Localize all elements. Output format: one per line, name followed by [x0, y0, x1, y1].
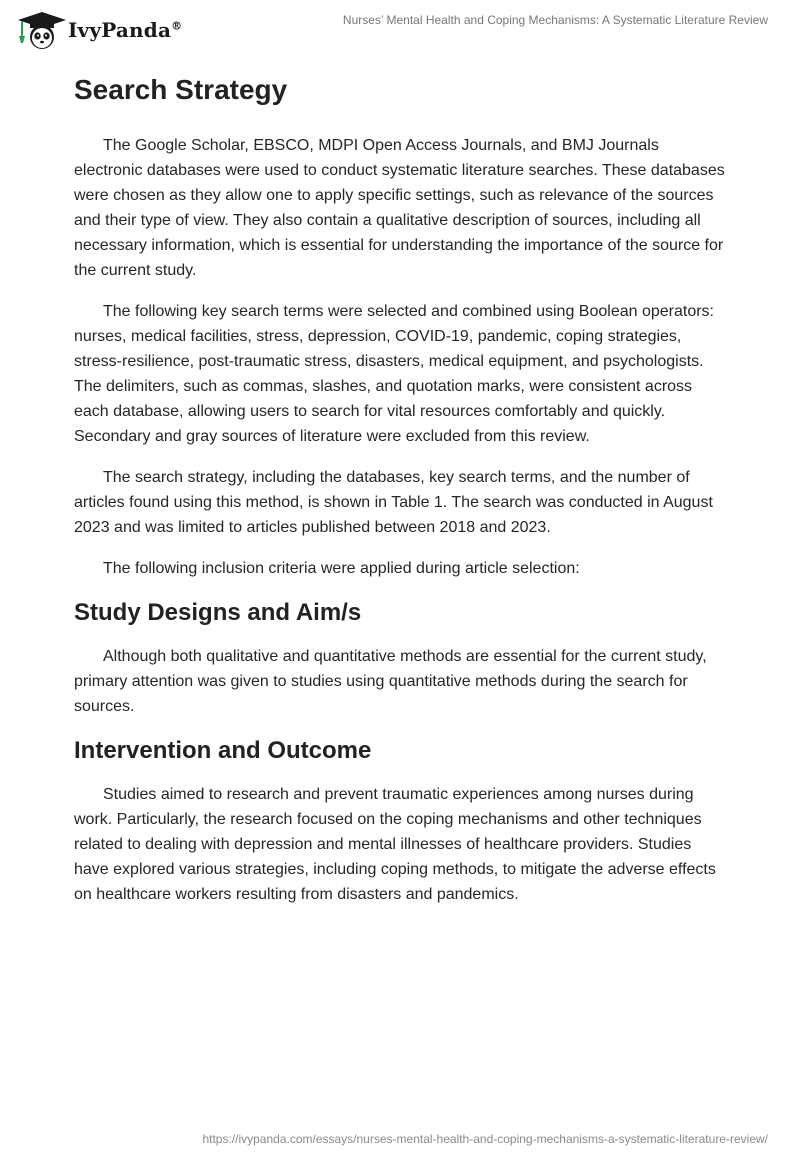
panda-graduation-cap-icon — [14, 10, 66, 50]
paragraph: Studies aimed to research and prevent traumatic experiences among nurses during work. Particularly, the research focused on the coping mechanisms and other techniques related to dealing with depression and mental illnesses of healthcare providers. Studies have explored various strategies, including coping methods, to mitigate the adverse effects on healthcare workers resulting from disasters and pandemics. — [74, 786, 716, 903]
page-header — [0, 0, 800, 62]
section-heading-search-strategy: Search Strategy — [74, 74, 288, 105]
source-url-link[interactable]: https://ivypanda.com/essays/nurses-mental-health-and-coping-mechanisms-a-systematic-literature-review/ — [202, 1132, 768, 1146]
section-heading-intervention-outcome: Intervention and Outcome — [74, 737, 372, 764]
ivypanda-logo[interactable] — [14, 10, 182, 50]
paragraph: The search strategy, including the databases, key search terms, and the number of articles found using this method, is shown in Table 1. The search was conducted in August 2023 and was limited to articles published between 2018 and 2023. — [74, 469, 713, 536]
article-body — [74, 72, 726, 923]
document-title: Nurses’ Mental Health and Coping Mechanisms: A Systematic Literature Review — [342, 13, 768, 27]
paragraph: The following key search terms were selected and combined using Boolean operators: nurses, medical facilities, stress, depression, COVID-19, pandemic, coping strategies, stress-resilience, post-traumatic stress, disasters, medical equipment, and psychologists. The delimiters, such as commas, slashes, and quotation marks, were consistent across each database, allowing users to search for vital resources comfortably and quickly. Secondary and gray sources of literature were excluded from this review. — [74, 303, 714, 445]
brand-name: IvyPanda® — [68, 18, 183, 42]
paragraph: Although both qualitative and quantitative methods are essential for the current study, primary attention was given to studies using quantitative methods during the search for sources. — [74, 648, 707, 715]
paragraph: The Google Scholar, EBSCO, MDPI Open Access Journals, and BMJ Journals electronic databases were used to conduct systematic literature searches. These databases were chosen as they allow one to apply specific settings, such as relevance of the sources and their type of view. They also contain a qualitative description of sources, including all necessary information, which is essential for understanding the importance of the source for the current study. — [74, 137, 725, 279]
section-heading-study-designs: Study Designs and Aim/s — [74, 599, 362, 626]
paragraph: The following inclusion criteria were applied during article selection: — [103, 560, 580, 577]
